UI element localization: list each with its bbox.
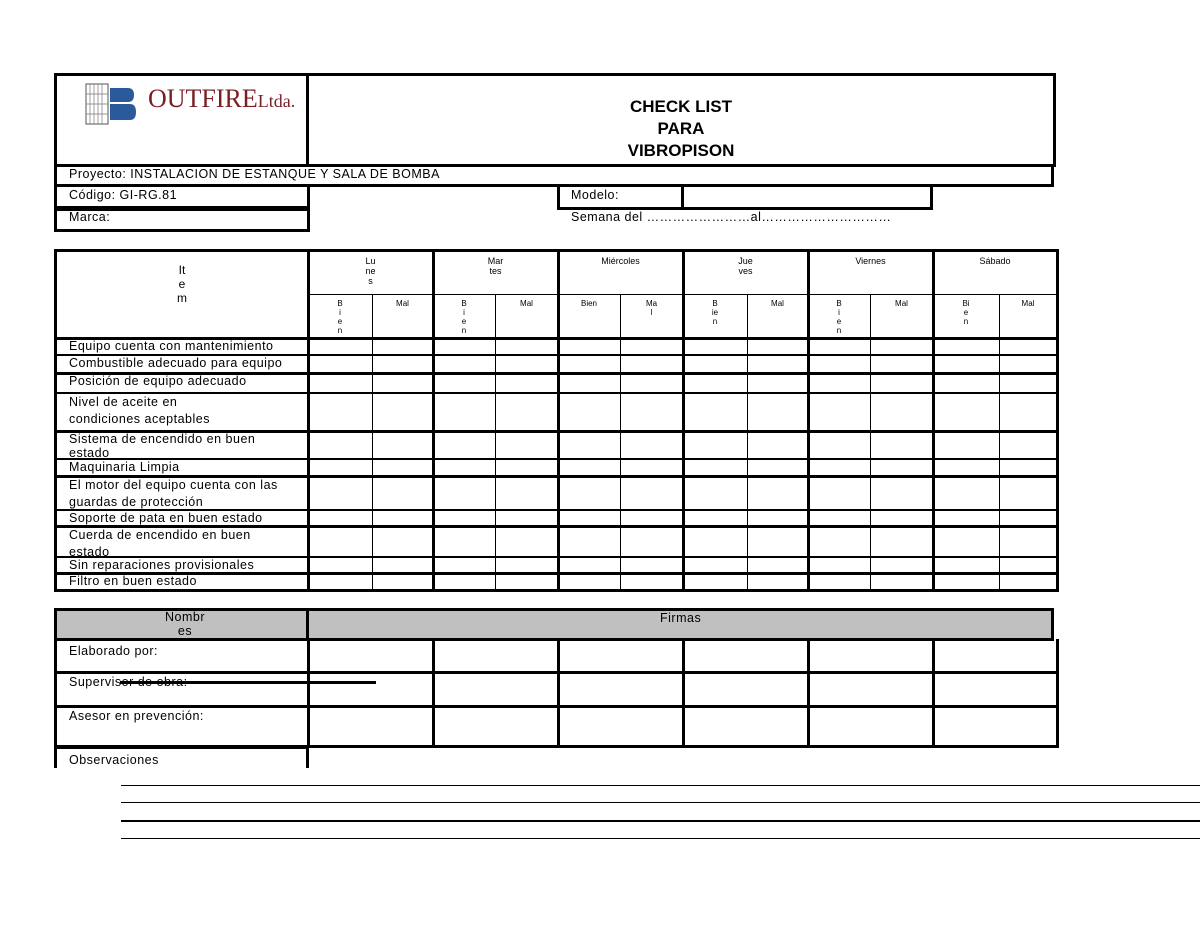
company-name: OUTFIRE — [148, 84, 258, 113]
checklist-row-label: Equipo cuenta con mantenimiento — [69, 339, 274, 353]
checklist-row-label: Sistema de encendido en buen estado — [69, 432, 256, 460]
checklist-row-label: Sin reparaciones provisionales — [69, 558, 255, 572]
day-header: Mar tes — [487, 256, 504, 276]
observations-label: Observaciones — [69, 753, 159, 767]
observation-line — [121, 820, 1200, 822]
observations-top — [54, 746, 308, 749]
checklist-row-label: Nivel de aceite en condiciones aceptables — [69, 395, 210, 426]
checklist-row-label: Soporte de pata en buen estado — [69, 511, 263, 525]
observation-line — [121, 838, 1200, 839]
bad-header: Mal — [895, 299, 908, 308]
signature-row-label: Elaborado por: — [69, 644, 159, 658]
bad-header: Ma l — [645, 299, 658, 317]
signature-col-divider — [557, 641, 560, 748]
signatures-header: Firmas — [660, 611, 702, 625]
code-label: Código: GI-RG.81 — [69, 188, 178, 202]
names-header: Nombr es — [164, 610, 205, 638]
signature-col-divider — [932, 641, 935, 748]
day-header: Sábado — [979, 256, 1011, 266]
checklist-row-label: Posición de equipo adecuado — [69, 374, 247, 388]
good-header: B i e n — [836, 299, 842, 335]
signature-col-divider — [682, 641, 685, 748]
day-header: Jue ves — [738, 256, 753, 276]
signature-row-label: Asesor en prevención: — [69, 709, 204, 723]
title-line-2: PARA — [657, 119, 705, 138]
strikethrough-line — [120, 681, 376, 684]
model-divider — [681, 186, 684, 208]
good-header: B i e n — [337, 299, 343, 335]
signature-col-divider — [307, 641, 310, 748]
signature-row-line — [56, 671, 1057, 674]
item-header: It e m — [177, 263, 187, 305]
brand-label: Marca: — [69, 210, 111, 224]
bad-header: Mal — [520, 299, 533, 308]
signature-col-divider — [807, 641, 810, 748]
signature-row-line — [56, 705, 1057, 708]
checklist-row-label: Cuerda de encendido en buen estado — [69, 528, 251, 559]
header-midline — [308, 294, 1057, 295]
day-header: Viernes — [855, 256, 886, 266]
bad-header: Mal — [1021, 299, 1035, 308]
checklist-row-label: Maquinaria Limpia — [69, 460, 180, 474]
model-label: Modelo: — [571, 188, 619, 202]
good-header: Bien — [580, 299, 597, 308]
day-header: Lu ne s — [365, 256, 376, 286]
good-header: B ie n — [711, 299, 719, 326]
observations-left — [54, 746, 57, 768]
signature-col-divider — [432, 641, 435, 748]
observation-line — [121, 802, 1200, 803]
signature-header-divider — [306, 608, 309, 641]
document-title — [306, 96, 1056, 162]
checklist-row-label: Combustible adecuado para equipo — [69, 356, 283, 370]
company-logo — [84, 82, 306, 128]
checklist-row-label: El motor del equipo cuenta con las guardas de protección — [69, 478, 278, 509]
observations-divider — [306, 746, 309, 768]
checklist-row-label: Filtro en buen estado — [69, 574, 197, 588]
bad-header: Mal — [396, 299, 409, 308]
bad-header: Mal — [771, 299, 784, 308]
signature-row-label: Supervisor de obra: — [69, 675, 188, 689]
observation-line — [121, 785, 1200, 786]
day-header: Miércoles — [601, 256, 640, 266]
project-label: Proyecto: INSTALACION DE ESTANQUE Y SALA DE BOMBA — [69, 167, 440, 181]
logo-mark-icon — [84, 82, 140, 126]
title-line-3: VIBROPISON — [627, 141, 735, 160]
good-header: Bi e n — [962, 299, 970, 326]
week-label: Semana del ……………………al………………………… — [571, 210, 892, 224]
title-line-1: CHECK LIST — [630, 97, 732, 116]
good-header: B i e n — [461, 299, 467, 335]
company-suffix: Ltda. — [257, 91, 296, 111]
